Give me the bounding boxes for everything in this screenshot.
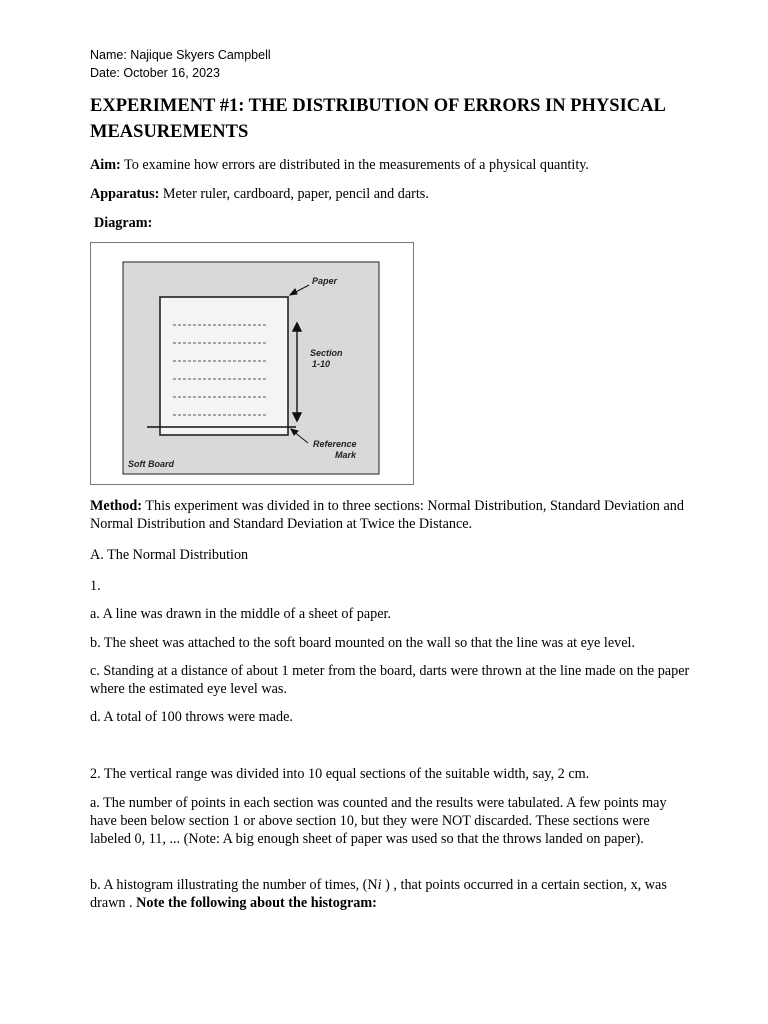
step-2b-index-i: i [377,877,382,893]
step-1a: a. A line was drawn in the middle of a sheet of paper. [90,606,392,622]
step-2a: a. The number of points in each section was counted and the results were tabulated. A few points may have been below section 1 or above section 10, but they were NOT discarded. These sections were labeled 0, 11, ... (Note: A big enough sheet of paper was used so that the throws landed on paper). [90,795,667,847]
step-2-intro: 2. The vertical range was divided into 10 equal sections of the suitable width, say, 2 cm. [90,766,590,782]
diagram-paper-label: Paper [312,276,338,286]
step-2b-text-start: b. A histogram illustrating the number of times, (N [90,877,378,893]
diagram-mark-label: Mark [335,450,357,460]
aim-label: Aim: [90,157,121,173]
diagram-illustration [91,243,413,484]
step-2b-text-end: ) , that points occurred in a certain section, x, was drawn . [90,877,667,911]
diagram-section-label: Section [310,348,343,358]
step-1b: b. The sheet was attached to the soft board mounted on the wall so that the line was at eye level. [90,635,636,651]
apparatus-paragraph [90,185,690,203]
step-1d: d. A total of 100 throws were made. [90,709,293,725]
diagram-section-range-label: 1-10 [312,359,331,369]
diagram-label: Diagram: [94,215,153,231]
aim-paragraph [90,156,690,174]
diagram-reference-label: Reference [313,439,357,449]
step-1-number: 1. [90,578,101,594]
step-2b-note: Note the following about the histogram: [136,895,377,911]
experiment-diagram [90,242,414,485]
report-date: Date: October 16, 2023 [90,66,220,80]
diagram-heading [94,214,694,232]
diagram-soft-board-label: Soft Board [128,459,174,469]
aim-text: To examine how errors are distributed in the measurements of a physical quantity. [120,157,589,173]
student-name: Name: Najique Skyers Campbell [90,48,271,62]
method-text: This experiment was divided in to three sections: Normal Distribution, Standard Deviation and Normal Distribution and Standard Deviation at Twice the Distance. [90,498,684,532]
method-paragraph [90,497,690,533]
section-a-heading: A. The Normal Distribution [90,547,249,563]
step-2b [90,876,690,912]
page-title: EXPERIMENT #1: THE DISTRIBUTION OF ERRORS IN PHYSICAL MEASUREMENTS [90,96,665,142]
apparatus-text: Meter ruler, cardboard, paper, pencil and darts. [159,186,429,202]
step-1c: c. Standing at a distance of about 1 meter from the board, darts were thrown at the line made on the paper where the estimated eye level was. [90,663,690,697]
paper-sheet-shape [160,297,288,435]
apparatus-label: Apparatus: [90,186,160,202]
method-label: Method: [90,498,143,514]
